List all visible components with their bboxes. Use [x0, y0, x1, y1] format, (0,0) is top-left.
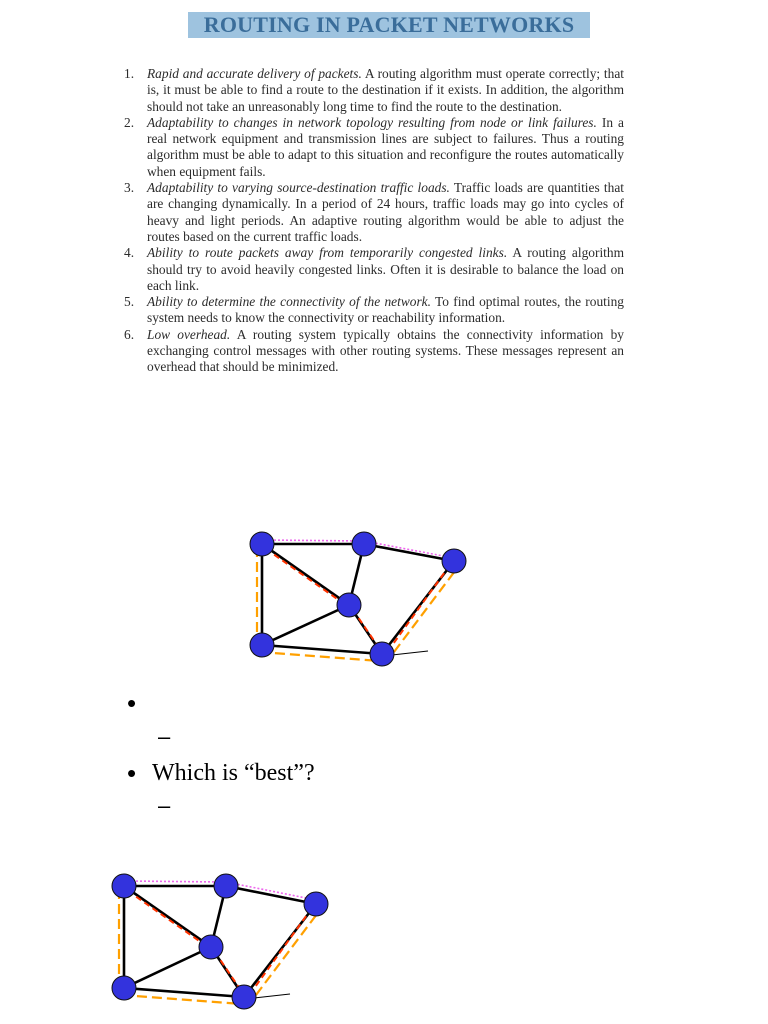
page-title: ROUTING IN PACKET NETWORKS [188, 12, 590, 38]
list-item [124, 327, 624, 376]
item-heading: Low overhead. [147, 326, 231, 342]
bullet-marker: • [127, 758, 137, 788]
item-number: 6. [124, 326, 135, 342]
item-number: 5. [124, 294, 135, 310]
item-text: A routing algorithm should try to avoid heavily congested links. Often it is desirable to balance the load on each link. [147, 245, 625, 293]
item-text: A routing system typically obtains the connectivity information by exchanging control messages with other routing systems. These messages represent an overhead that should be minimized. [147, 326, 624, 375]
item-number: 4. [124, 245, 135, 261]
dash-marker: – [158, 724, 171, 749]
item-heading: Adaptability to changes in network topology resulting from node or link failures. [147, 114, 597, 130]
requirements-list [124, 66, 624, 376]
best-question: Which is “best”? [152, 760, 315, 786]
item-heading: Adaptability to varying source-destination traffic loads. [147, 180, 450, 196]
network-diagram-2 [102, 865, 332, 1015]
list-item [124, 180, 624, 245]
item-number: 3. [124, 180, 135, 196]
list-item [124, 245, 624, 294]
item-text: To find optimal routes, the routing system needs to know the connectivity or reachability information. [147, 294, 624, 326]
dash-marker: – [158, 793, 171, 818]
list-item [124, 294, 624, 327]
item-text: In a real network equipment and transmission lines are subject to failures. Thus a routing algorithm must be able to adapt to this situation and reconfigure the routes automatically when equipment fails. [147, 114, 625, 179]
item-heading: Ability to route packets away from temporarily congested links. [147, 245, 508, 261]
item-text: Traffic loads are quantities that are changing dynamically. In a period of 24 hours, traffic loads may go into cycles of heavy and light periods. An adaptive routing algorithm would be able to adjust the routes based on the current traffic loads. [147, 180, 624, 244]
network-diagram-1 [240, 525, 470, 670]
item-heading: Rapid and accurate delivery of packets. [147, 66, 362, 81]
item-number: 2. [124, 114, 135, 130]
item-number: 1. [124, 66, 135, 81]
item-text: A routing algorithm must operate correctly; that is, it must be able to find a route to the destination if it exists. In addition, the algorithm should not take an unreasonably long time to find the route to the destination. [147, 66, 624, 114]
item-heading: Ability to determine the connectivity of the network. [147, 294, 431, 310]
pointer-arrow [392, 651, 428, 655]
pointer-arrow [254, 994, 290, 998]
bullet-marker: • [127, 688, 137, 718]
list-item [124, 66, 624, 115]
list-item [124, 115, 624, 180]
